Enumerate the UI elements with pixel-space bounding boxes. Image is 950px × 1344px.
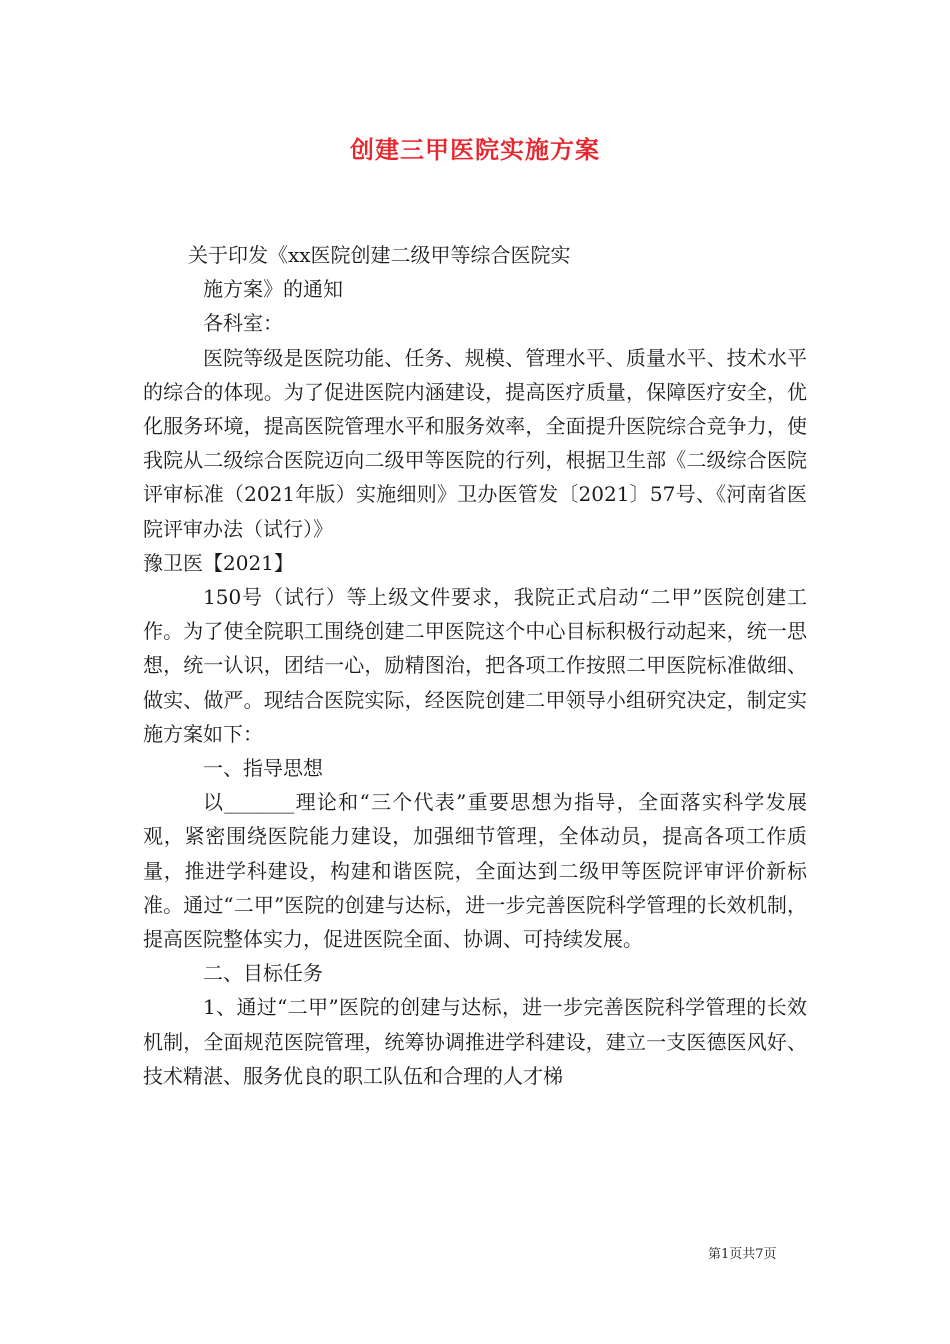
- section-heading: 二、目标任务: [203, 961, 323, 986]
- notice-heading-line-1: 关于印发《xx医院创建二级甲等综合医院实: [188, 243, 571, 267]
- page-indicator: 第1页共7页: [708, 1247, 777, 1262]
- body-paragraph: 豫卫医【2021】: [143, 550, 294, 575]
- notice-heading-line-2: 施方案》的通知: [203, 277, 343, 302]
- salutation: 各科室：: [203, 311, 283, 336]
- body-paragraph: 150号（试行）等上级文件要求，我院正式启动“二甲”医院创建工作。为了使全院职工围绕创建二甲医院这个中心目标积极行动起来，统一思想，统一认识，团结一心，励精图治，把各项工作按照二甲医院标准做细、做实、做严。现结合医院实际，经医院创建二甲领导小组研究决定，制定实施方案如下：: [143, 585, 807, 746]
- body-paragraph: 以_______理论和“三个代表”重要思想为指导，全面落实科学发展观，紧密围绕医院能力建设，加强细节管理，全体动员，提高各项工作质量，推进学科建设，构建和谐医院，全面达到二级甲等医院评审评价新标准。通过“二甲”医院的创建与达标，进一步完善医院科学管理的长效机制，提高医院整体实力，促进医院全面、协调、可持续发展。: [143, 790, 807, 952]
- body-paragraph: 医院等级是医院功能、任务、规模、管理水平、质量水平、技术水平的综合的体现。为了促进医院内涵建设，提高医疗质量，保障医疗安全，优化服务环境，提高医院管理水平和服务效率，全面提升医院综合竞争力，使我院从二级综合医院迈向二级甲等医院的行列，根据卫生部《二级综合医院评审标准（2021年版）实施细则》卫办医管发〔2021〕57号、《河南省医院评审办法（试行）》: [143, 345, 807, 541]
- document-body: [143, 238, 807, 1093]
- document-title: 创建三甲医院实施方案: [350, 135, 600, 164]
- section-heading: 一、指导思想: [203, 756, 323, 781]
- body-paragraph: 1、通过“二甲”医院的创建与达标，进一步完善医院科学管理的长效机制，全面规范医院管理，统筹协调推进学科建设，建立一支医德医风好、技术精湛、服务优良的职工队伍和合理的人才梯: [143, 995, 807, 1088]
